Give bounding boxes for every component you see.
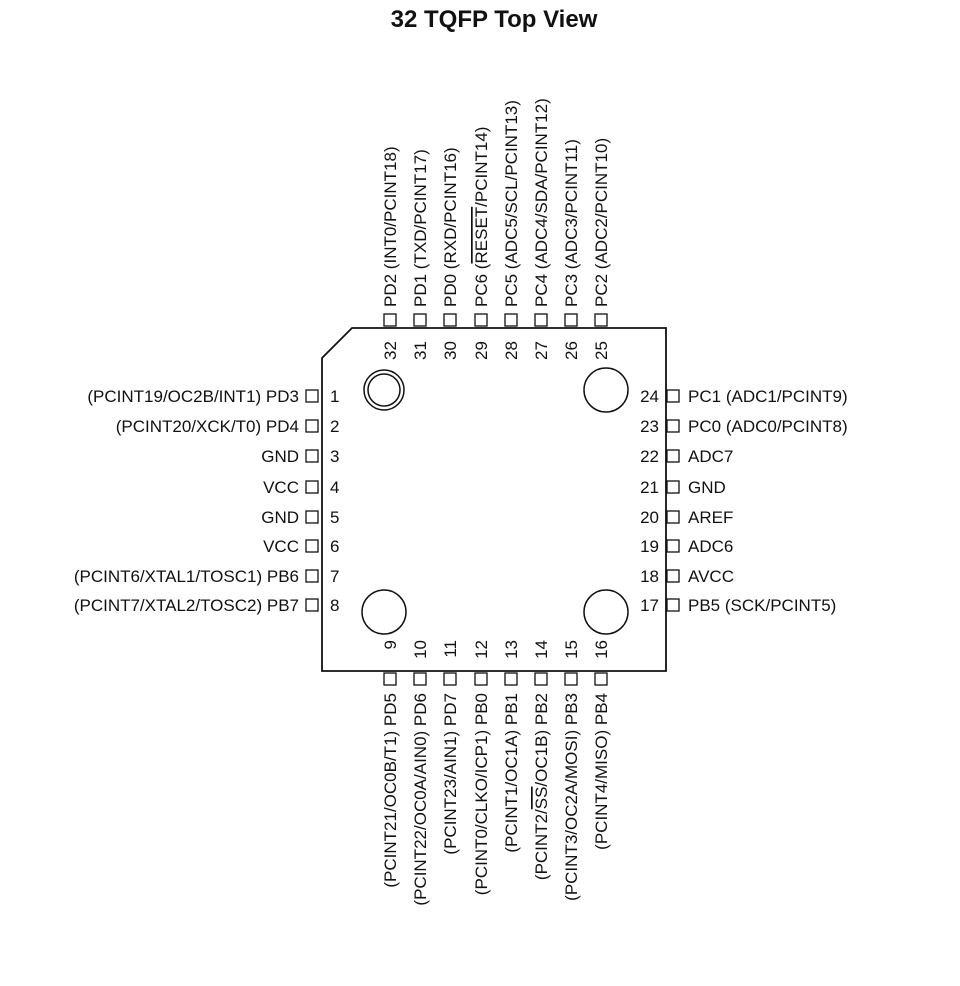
pin-name: VCC — [263, 537, 299, 556]
pin-number: 10 — [411, 640, 430, 659]
pin-pad — [306, 390, 318, 402]
pin-2 — [116, 417, 340, 436]
pin-pad — [475, 673, 487, 685]
pin-alt-function: (PCINT4/MISO) — [592, 729, 611, 850]
pin-20 — [640, 508, 733, 527]
overline-signal: SS — [532, 786, 551, 810]
pin-alt-function: (PCINT23/AIN1) — [441, 730, 460, 855]
pin-alt-function: (PCINT19/OC2B/INT1) — [87, 387, 262, 406]
pin-number: 24 — [640, 387, 659, 406]
pin-pad — [535, 673, 547, 685]
pin-pad — [667, 540, 679, 552]
pin-number: 27 — [532, 341, 551, 360]
pin-pad — [306, 450, 318, 462]
pin-number: 31 — [411, 341, 430, 360]
pin-label — [87, 387, 299, 406]
pin-number: 9 — [381, 640, 400, 650]
pin-1 — [87, 387, 339, 406]
pin-name: PD5 — [381, 693, 400, 727]
pin-number: 20 — [640, 508, 659, 527]
pin-label — [688, 508, 733, 527]
pin-29 — [472, 127, 491, 360]
pin-label — [411, 693, 430, 906]
pin-label — [261, 508, 299, 527]
pin-alt-function: (PCINT3/OC2A/MOSI) — [562, 729, 581, 901]
pin-pad — [414, 314, 426, 326]
pin-alt-function: (PCINT6/XTAL1/TOSC1) — [73, 567, 263, 586]
pin-alt-function: (PCINT21/OC0B/T1) — [381, 730, 400, 888]
pin-number: 25 — [592, 341, 611, 360]
pin-alt-function: (INT0/PCINT18) — [381, 146, 400, 270]
pin-number: 7 — [330, 567, 340, 586]
pin-label — [562, 693, 581, 901]
pin-name: PB3 — [562, 693, 581, 726]
pin-name: PD3 — [265, 387, 299, 406]
pin-27 — [532, 98, 551, 360]
pin-19 — [640, 537, 733, 556]
pin-alt-function: (TXD/PCINT17) — [411, 149, 430, 270]
corner-dot-bottom-left — [362, 590, 406, 634]
pin-alt-function: (PCINT20/XCK/T0) — [115, 417, 262, 436]
pin-name: PC2 — [592, 273, 611, 307]
pin-number: 22 — [640, 447, 659, 466]
pin-pad — [306, 570, 318, 582]
pin-label — [411, 149, 430, 307]
pin-25 — [592, 138, 611, 360]
pin1-marker — [364, 370, 404, 410]
pin-name: VCC — [263, 478, 299, 497]
pin-9 — [381, 640, 400, 888]
pin-label — [562, 139, 581, 307]
pin-number: 6 — [330, 537, 340, 556]
pin-pad — [306, 420, 318, 432]
pin-pad — [414, 673, 426, 685]
pin-label — [441, 147, 460, 307]
pin-label — [472, 693, 491, 895]
pin-7 — [74, 567, 340, 586]
pin-14 — [532, 640, 551, 880]
pin-alt-function: (RESET/PCINT14) — [472, 126, 491, 270]
pin-number: 18 — [640, 567, 659, 586]
pin-label — [688, 478, 726, 497]
pin-label — [502, 693, 521, 853]
pin-name: PB7 — [266, 596, 299, 615]
pin-number: 5 — [330, 508, 340, 527]
pin-label — [688, 596, 836, 615]
pin-number: 13 — [502, 640, 521, 659]
pin-label — [74, 596, 299, 615]
pin-name: AVCC — [688, 567, 734, 586]
pin-pad — [667, 390, 679, 402]
pin-label — [592, 693, 611, 850]
pin-10 — [411, 640, 430, 906]
pin-pad — [667, 511, 679, 523]
pin-label — [263, 537, 299, 556]
pin-name: ADC7 — [688, 447, 734, 466]
pin-number: 8 — [330, 596, 340, 615]
pin-28 — [502, 100, 521, 360]
pin-pad — [667, 420, 679, 432]
pin-17 — [640, 596, 836, 615]
pin-label — [441, 693, 460, 855]
pin-number: 19 — [640, 537, 659, 556]
pin-name: PC6 — [472, 273, 491, 307]
overline-signal: RESET — [472, 206, 491, 264]
pin-name: PD6 — [411, 693, 430, 727]
pin-number: 17 — [640, 596, 659, 615]
pin-pad — [667, 481, 679, 493]
pin-name: PD7 — [441, 693, 460, 727]
pin-number: 4 — [330, 478, 340, 497]
pin-number: 26 — [562, 341, 581, 360]
pin-number: 16 — [592, 640, 611, 659]
pin-label — [532, 693, 551, 880]
pin-name: GND — [688, 478, 726, 497]
pin-name: PC4 — [532, 273, 551, 307]
pin-pad — [505, 314, 517, 326]
pin-pad — [595, 673, 607, 685]
pin-label — [381, 146, 400, 307]
pin-pad — [306, 511, 318, 523]
pin-21 — [640, 478, 726, 497]
pin-label — [688, 447, 733, 466]
pin-15 — [562, 640, 581, 901]
pin-26 — [562, 139, 581, 360]
pin-label — [688, 567, 734, 586]
pin-number: 1 — [330, 387, 340, 406]
pin-name: PC3 — [562, 273, 581, 307]
pin-pad — [505, 673, 517, 685]
pin-pad — [565, 673, 577, 685]
corner-dot-top-right — [584, 368, 628, 412]
pin-name: PB5 — [688, 596, 721, 615]
pin-name: PD2 — [381, 273, 400, 307]
pin-label — [74, 567, 299, 586]
pin-22 — [640, 447, 733, 466]
pin-alt-function: (ADC3/PCINT11) — [562, 139, 581, 270]
pin-label — [261, 447, 299, 466]
pin-name: ADC6 — [688, 537, 734, 556]
pin-name: PB1 — [502, 693, 521, 726]
diagram-title: 32 TQFP Top View — [390, 6, 598, 33]
pin-pad — [595, 314, 607, 326]
pin-label — [472, 127, 491, 307]
pin-12 — [472, 640, 491, 895]
pin-alt-function: (RXD/PCINT16) — [441, 147, 460, 270]
pin-18 — [640, 567, 734, 586]
pin-number: 30 — [441, 341, 460, 360]
pin-8 — [74, 596, 340, 615]
pin-label — [688, 537, 733, 556]
pin-name: PB4 — [592, 693, 611, 726]
pin-24 — [640, 387, 848, 406]
pin-name: PC5 — [502, 273, 521, 307]
pin-alt-function: (PCINT0/CLKO/ICP1) — [472, 729, 491, 896]
pin-number: 28 — [502, 341, 521, 360]
pin-label — [592, 138, 611, 307]
pin-name: GND — [261, 508, 299, 527]
pin-label — [263, 478, 299, 497]
pin-alt-function: (PCINT1/OC1A) — [502, 729, 521, 853]
pin-alt-function: (PCINT7/XTAL2/TOSC2) — [73, 596, 263, 615]
pin-pad — [384, 314, 396, 326]
pin-number: 11 — [441, 640, 460, 658]
pin-name: PB2 — [532, 693, 551, 726]
pin-pad — [667, 599, 679, 611]
pin-alt-function: (ADC5/SCL/PCINT13) — [502, 100, 521, 270]
pin-alt-function: (SCK/PCINT5) — [724, 596, 837, 615]
pin-alt-function: (PCINT22/OC0A/AIN0) — [411, 730, 430, 906]
pin-label — [688, 387, 848, 406]
pin-label — [532, 98, 551, 307]
pin-name: PD1 — [411, 273, 430, 307]
pin-number: 29 — [472, 341, 491, 360]
pin-number: 3 — [330, 447, 340, 466]
pin-number: 23 — [640, 417, 659, 436]
pin-number: 15 — [562, 640, 581, 659]
pin-number: 2 — [330, 417, 340, 436]
pin-pad — [306, 540, 318, 552]
pin-name: PD0 — [441, 273, 460, 307]
pin-13 — [502, 640, 521, 853]
pin-alt-function: (ADC0/PCINT8) — [725, 417, 848, 436]
pin-pad — [384, 673, 396, 685]
pin-pad — [306, 481, 318, 493]
pin-pad — [475, 314, 487, 326]
pin-pad — [667, 570, 679, 582]
pin-name: GND — [261, 447, 299, 466]
pin-name: PC0 — [688, 417, 722, 436]
pin-pad — [306, 599, 318, 611]
pin-label — [116, 417, 299, 436]
pin-label — [381, 693, 400, 888]
pin-pad — [444, 673, 456, 685]
pin-name: AREF — [688, 508, 734, 527]
pin-name: PB6 — [266, 567, 299, 586]
pin-number: 12 — [472, 640, 491, 659]
pin-alt-function: (ADC1/PCINT9) — [725, 387, 848, 406]
pin-name: PD4 — [265, 417, 299, 436]
pin-alt-function: (ADC2/PCINT10) — [592, 137, 611, 270]
pin-alt-function: (ADC4/SDA/PCINT12) — [532, 98, 551, 270]
pin-pad — [535, 314, 547, 326]
pin-number: 32 — [381, 341, 400, 360]
pin-name: PB0 — [472, 693, 491, 726]
pin-name: PC1 — [688, 387, 722, 406]
corner-dot-bottom-right — [584, 590, 628, 634]
pin-number: 14 — [532, 640, 551, 659]
pin-pad — [565, 314, 577, 326]
pin-pad — [444, 314, 456, 326]
pin-23 — [640, 417, 848, 436]
pin-pad — [667, 450, 679, 462]
pin-alt-function: (PCINT2/SS/OC1B) — [532, 729, 551, 881]
pin-number: 21 — [640, 478, 659, 497]
pin-label — [688, 417, 848, 436]
pin-label — [502, 100, 521, 307]
pin-11 — [441, 640, 460, 855]
